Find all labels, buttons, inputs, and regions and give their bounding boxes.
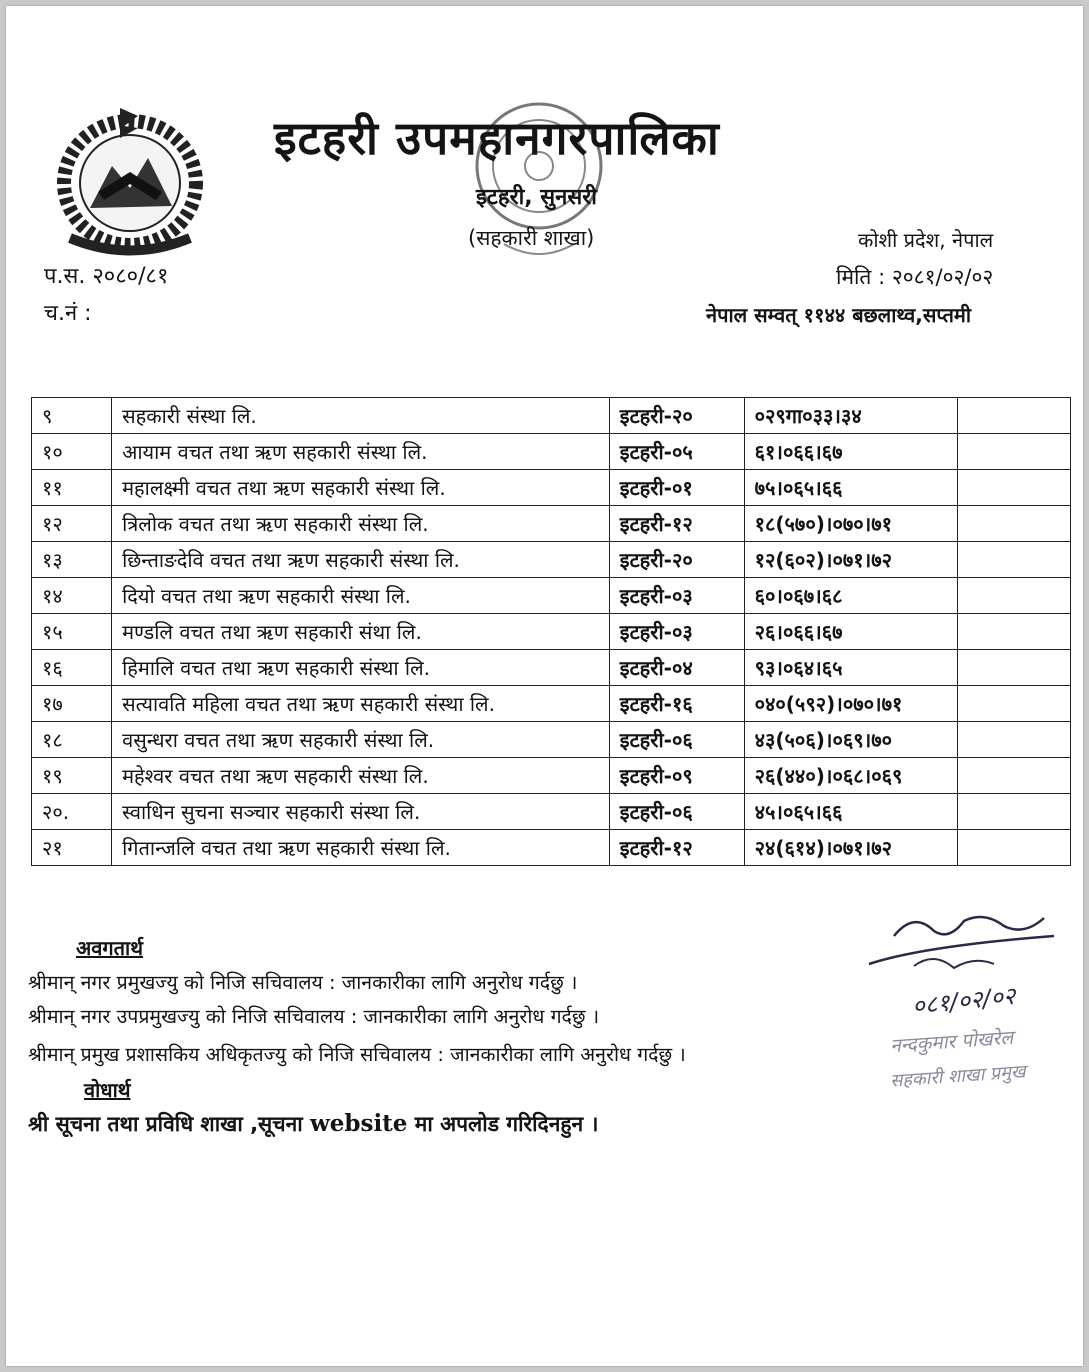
remarks-cell: [958, 758, 1071, 794]
registration-number-cell: ६१।०६६।६७: [744, 434, 958, 470]
cooperative-name-cell: वसुन्धरा वचत तथा ऋण सहकारी संस्था लि.: [112, 722, 610, 758]
registration-number-cell: ७५।०६५।६६: [744, 470, 958, 506]
cooperative-name-cell: गितान्जलि वचत तथा ऋण सहकारी संस्था लि.: [112, 830, 610, 866]
serial-number-cell: २०.: [32, 794, 112, 830]
registration-number-cell: २६(४४०)।०६८।०६९: [744, 758, 958, 794]
signatory-post-stamp: सहकारी शाखा प्रमुख: [889, 1061, 1027, 1092]
registration-number-cell: ०४०(५९२)।०७०।७१: [744, 686, 958, 722]
remarks-cell: [958, 686, 1071, 722]
info-line-pre: श्री सूचना तथा प्रविधि शाखा ,सूचना: [28, 1112, 310, 1136]
table-row: [32, 506, 1071, 542]
government-emblem-icon: [50, 88, 210, 258]
table-row: [32, 542, 1071, 578]
table-row: [32, 398, 1071, 434]
registration-number-cell: २४(६१४)।०७१।७२: [744, 830, 958, 866]
address-cell: इटहरी-२०: [609, 398, 744, 434]
remarks-cell: [958, 434, 1071, 470]
address-cell: इटहरी-०६: [609, 794, 744, 830]
serial-number-cell: २१: [32, 830, 112, 866]
address-cell: इटहरी-०९: [609, 758, 744, 794]
registration-number-cell: ४५।०६५।६६: [744, 794, 958, 830]
cooperative-name-cell: हिमालि वचत तथा ऋण सहकारी संस्था लि.: [112, 650, 610, 686]
address-cell: इटहरी-०३: [609, 578, 744, 614]
serial-number-cell: १५: [32, 614, 112, 650]
info-line-website: website: [309, 1110, 408, 1137]
cooperative-name-cell: महालक्ष्मी वचत तथा ऋण सहकारी संस्था लि.: [112, 470, 610, 506]
cooperative-name-cell: आयाम वचत तथा ऋण सहकारी संस्था लि.: [112, 434, 610, 470]
office-location: इटहरी, सुनसरी: [476, 185, 597, 210]
address-cell: इटहरी-१२: [609, 506, 744, 542]
address-cell: इटहरी-२०: [609, 542, 744, 578]
table-row: [32, 722, 1071, 758]
remarks-cell: [958, 398, 1071, 434]
signature-scribble: [864, 906, 1064, 986]
cc-line-deputy-mayor: श्रीमान् नगर उपप्रमुखज्यु को निजि सचिवालय : जानकारीका लागि अनुरोध गर्दछु ।: [28, 1005, 600, 1028]
office-title: इटहरी उपमहानगरपालिका: [274, 111, 720, 165]
info-line-it-section: [28, 1110, 598, 1138]
signatory-name-stamp: नन्दकुमार पोखरेल: [889, 1026, 1014, 1058]
cooperative-name-cell: छिन्ताङदेवि वचत तथा ऋण सहकारी संस्था लि.: [112, 542, 610, 578]
cooperative-name-cell: सत्यावति महिला वचत तथा ऋण सहकारी संस्था लि.: [112, 686, 610, 722]
serial-number-cell: १२: [32, 506, 112, 542]
signature-date: ०८१/०२/०२: [910, 981, 1017, 1021]
cc-line-cao: श्रीमान् प्रमुख प्रशासकिय अधिकृतज्यु को निजि सचिवालय : जानकारीका लागि अनुरोध गर्दछु ।: [28, 1043, 686, 1066]
table-row: [32, 434, 1071, 470]
serial-number-cell: १६: [32, 650, 112, 686]
remarks-cell: [958, 650, 1071, 686]
table-row: [32, 614, 1071, 650]
table-row: [32, 794, 1071, 830]
remarks-cell: [958, 614, 1071, 650]
serial-number-cell: ९: [32, 398, 112, 434]
cc-heading: अवगतार्थ: [76, 936, 144, 960]
cooperative-name-cell: सहकारी संस्था लि.: [112, 398, 610, 434]
remarks-cell: [958, 578, 1071, 614]
cooperative-name-cell: त्रिलोक वचत तथा ऋण सहकारी संस्था लि.: [112, 506, 610, 542]
nepal-sambat-date: नेपाल सम्वत् ११४४ बछलाथ्व,सप्तमी: [706, 303, 972, 327]
table-row: [32, 650, 1071, 686]
letter-date: मिति : २०८१/०२/०२: [836, 265, 994, 289]
dispatch-number: च.नं :: [44, 301, 92, 326]
table-row: [32, 578, 1071, 614]
province-line: कोशी प्रदेश, नेपाल: [858, 228, 994, 252]
address-cell: इटहरी-०५: [609, 434, 744, 470]
registration-number-cell: ४३(५०६)।०६९।७०: [744, 722, 958, 758]
serial-number-cell: १४: [32, 578, 112, 614]
table-row: [32, 686, 1071, 722]
address-cell: इटहरी-०४: [609, 650, 744, 686]
serial-number-cell: ११: [32, 470, 112, 506]
remarks-cell: [958, 506, 1071, 542]
cc-line-mayor: श्रीमान् नगर प्रमुखज्यु को निजि सचिवालय : जानकारीका लागि अनुरोध गर्दछु ।: [28, 971, 578, 994]
remarks-cell: [958, 722, 1071, 758]
address-cell: इटहरी-१२: [609, 830, 744, 866]
address-cell: इटहरी-०६: [609, 722, 744, 758]
registration-number-cell: ६०।०६७।६८: [744, 578, 958, 614]
registration-number-cell: १८(५७०)।०७०।७१: [744, 506, 958, 542]
table-row: [32, 830, 1071, 866]
address-cell: इटहरी-०१: [609, 470, 744, 506]
registration-number-cell: ९३।०६४।६५: [744, 650, 958, 686]
table-row: [32, 470, 1071, 506]
serial-number-cell: १९: [32, 758, 112, 794]
serial-number-cell: १८: [32, 722, 112, 758]
serial-number-cell: १७: [32, 686, 112, 722]
info-line-post: मा अपलोड गरिदिनहुन ।: [407, 1112, 599, 1136]
cooperative-name-cell: मण्डलि वचत तथा ऋण सहकारी संथा लि.: [112, 614, 610, 650]
registration-number-cell: ०२९गा०३३।३४: [744, 398, 958, 434]
address-cell: इटहरी-०३: [609, 614, 744, 650]
letter-page: [6, 6, 1083, 1366]
serial-number-cell: १३: [32, 542, 112, 578]
cooperative-name-cell: स्वाधिन सुचना सञ्चार सहकारी संस्था लि.: [112, 794, 610, 830]
cooperative-name-cell: दियो वचत तथा ऋण सहकारी संस्था लि.: [112, 578, 610, 614]
cooperatives-table: [31, 397, 1071, 866]
info-heading: वोधार्थ: [84, 1078, 131, 1102]
remarks-cell: [958, 542, 1071, 578]
table-row: [32, 758, 1071, 794]
registration-number-cell: १२(६०२)।०७१।७२: [744, 542, 958, 578]
address-cell: इटहरी-१६: [609, 686, 744, 722]
remarks-cell: [958, 470, 1071, 506]
remarks-cell: [958, 830, 1071, 866]
reference-number: प.स. २०८०/८१: [44, 264, 169, 289]
branch-name: (सहकारी शाखा): [468, 226, 595, 250]
registration-number-cell: २६।०६६।६७: [744, 614, 958, 650]
serial-number-cell: १०: [32, 434, 112, 470]
remarks-cell: [958, 794, 1071, 830]
cooperative-name-cell: महेश्वर वचत तथा ऋण सहकारी संस्था लि.: [112, 758, 610, 794]
